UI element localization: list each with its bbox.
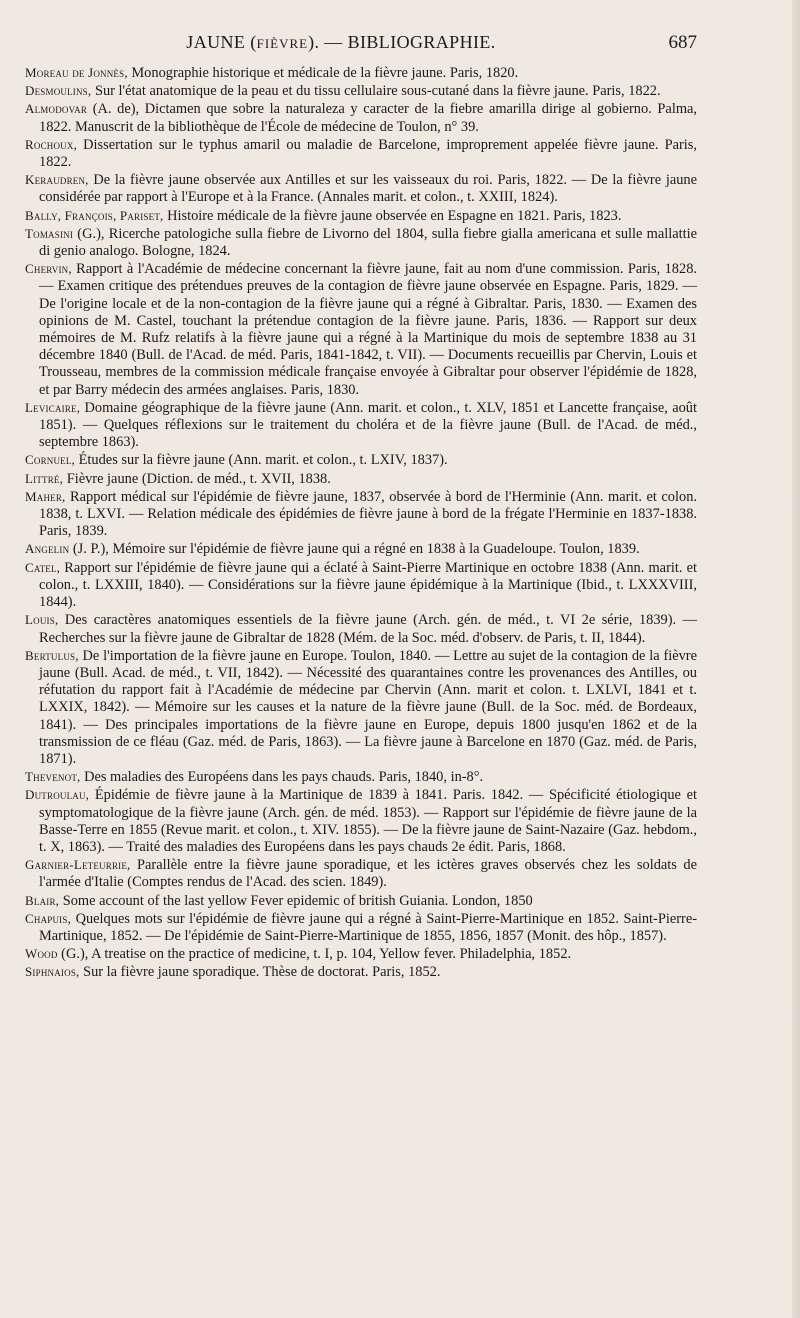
page-number: 687 <box>668 32 697 53</box>
entry-text: De l'importation de la fièvre jaune en Europe. Toulon, 1840. — Lettre au sujet de la contagion de la fièvre jaune (Bull. Acad. de méd., t. VII, 1842). — Nécessité des quarantaines contre les provenances des Antilles, ou réfutation du rapport fait à l'Académie de médecine par Chervin (Ann. marit et colon. t. LXLVI, 1841 et t. LXXIX, 1842). — Mémoire sur les causes et la nature de la fièvre jaune (Bull. de la Soc. méd. de Bordeaux, 1841). — Des principales importations de la fièvre jaune en Europe, depuis 1800 jusqu'en 1862 et de la transmission de ce fléau (Gaz. méd. de Paris, 1863). — La fièvre jaune à Barcelone en 1870 (Gaz. méd. de Paris, 1871). <box>39 647 697 767</box>
entry-text: Quelques mots sur l'épidémie de fièvre jaune qui a régné à Saint-Pierre-Martinique en 1852. Saint-Pierre-Martinique, 1852. — De l'épidémie de Saint-Pierre-Martinique de 1855, 1856, 1857 (Monit. des hôp., 1857). <box>39 910 697 944</box>
bibliography-entry <box>25 786 697 856</box>
entry-text: Some account of the last yellow Fever epidemic of british Guiania. London, 1850 <box>59 892 533 909</box>
entry-text: (G.), A treatise on the practice of medicine, t. I, p. 104, Yellow fever. Philadelphia, 1852. <box>57 946 572 963</box>
running-title <box>25 32 657 53</box>
bibliography-list <box>25 64 697 982</box>
entry-author: Thevenot, <box>25 769 81 785</box>
entry-text: Des caractères anatomiques essentiels de la fièvre jaune (Arch. gén. de méd., t. VI 2e série, 1839). — Recherches sur la fièvre jaune de Gibraltar de 1828 (Mém. de la Soc. méd. d'observ. de Paris, t. II, 1844). <box>39 612 697 646</box>
bibliography-entry <box>25 488 697 541</box>
entry-author: Catel, <box>25 559 61 575</box>
bibliography-entry <box>25 611 697 646</box>
entry-author: Louis, <box>25 612 59 628</box>
entry-author: Keraudren, <box>25 172 89 188</box>
entry-text: Parallèle entre la fièvre jaune sporadique, et les ictères graves observés chez les soldats de l'armée d'Italie (Comptes rendus de l'Acad. des scien. 1849). <box>39 857 697 891</box>
entry-author: Levicaire, <box>25 399 81 415</box>
entry-text: Des maladies des Européens dans les pays chauds. Paris, 1840, in-8°. <box>80 769 484 786</box>
entry-author: Wood <box>25 946 58 962</box>
entry-text: Rapport à l'Académie de médecine concernant la fièvre jaune, fait au nom d'une commission. Paris, 1828. — Examen critique des prétendues preuves de la contagion de fièvre jaune observée en Espagne. Paris, 1829. — De l'origine locale et de la non-contagion de la fièvre jaune qui a régné à Gibraltar. Paris, 1830. — Examen des opinions de M. Castel, touchant la prétendue contagion de la fièvre jaune. Paris, 1836. — Rapport sur deux mémoires de M. Rufz relatifs à la fièvre jaune qui a régné à la Martinique du mois de septembre 1838 au 31 décembre 1840 (Bull. de l'Acad. de méd. Paris, 1841-1842, t. VII). — Documents recueillis par Chervin, Louis et Trousseau, membres de la commission médicale française envoyée à Gibraltar pour observer l'épidémie de 1828, et par Barry médecin des armées anglaises. Paris, 1830. <box>39 261 697 398</box>
bibliography-entry <box>25 540 697 558</box>
entry-author: Almodovar <box>25 101 88 117</box>
bibliography-entry <box>25 945 697 963</box>
entry-author: Cornuel, <box>25 452 76 468</box>
bibliography-entry <box>25 136 697 171</box>
entry-text: Monographie historique et médicale de la fièvre jaune. Paris, 1820. <box>127 65 519 81</box>
entry-author: Chapuis, <box>25 910 72 926</box>
entry-author: Siphnaios, <box>25 964 80 980</box>
running-head <box>25 30 697 60</box>
entry-text: De la fièvre jaune observée aux Antilles et sur les vaisseaux du roi. Paris, 1822. — De la fièvre jaune considérée par rapport à l'Europe et à la France. (Annales marit. et colon., t. XXIII, 1824). <box>39 172 697 206</box>
bibliography-entry <box>25 399 697 452</box>
bibliography-entry <box>25 559 697 612</box>
bibliography-entry <box>25 910 697 945</box>
bibliography-entry <box>25 260 697 399</box>
bibliography-entry <box>25 64 697 82</box>
running-title-smallcaps: FIÈVRE <box>256 36 309 51</box>
entry-author: Moreau de Jonnès, <box>25 65 128 80</box>
entry-author: Dutroulau, <box>25 787 90 803</box>
bibliography-entry <box>25 963 697 981</box>
bibliography-entry <box>25 892 697 910</box>
entry-text: Histoire médicale de la fièvre jaune observée en Espagne en 1821. Paris, 1823. <box>163 207 622 224</box>
entry-author: Maher, <box>25 488 66 504</box>
entry-author: Garnier-Leteurrie, <box>25 857 131 873</box>
entry-author: Bertulus, <box>25 647 79 663</box>
entry-text: Domaine géographique de la fièvre jaune (Ann. marit. et colon., t. XLV, 1851 et Lancette française, août 1851). — Quelques réflexions sur le traitement du choléra et de la fièvre jaune (Bull. de l'Acad. de méd., septembre 1863). <box>39 399 697 451</box>
bibliography-entry <box>25 225 697 260</box>
entry-author: Desmoulins, <box>25 83 92 99</box>
entry-author: Bally, François, Pariset, <box>25 207 164 223</box>
entry-author: Chervin, <box>25 261 72 277</box>
bibliography-entry <box>25 647 697 768</box>
entry-text: Rapport sur l'épidémie de fièvre jaune qui a éclaté à Saint-Pierre Martinique en octobre 1838 (Ann. marit. et colon., t. LXXIII, 1840). — Considérations sur la fièvre jaune épidémique à la Martinique (Ibid., t. LXXXVIII, 1844). <box>39 559 697 611</box>
entry-text: Études sur la fièvre jaune (Ann. marit. et colon., t. LXIV, 1837). <box>75 452 448 469</box>
bibliography-entry <box>25 856 697 891</box>
bibliography-entry <box>25 451 697 469</box>
bibliography-entry <box>25 768 697 786</box>
entry-author: Tomasini <box>25 225 74 241</box>
bibliography-entry <box>25 82 697 100</box>
entry-author: Littré, <box>25 470 64 486</box>
entry-text: (G.), Ricerche patologiche sulla fiebre de Livorno del 1804, sulla fiebre gialla americana et sulle mallattie di genio analogo. Bologne, 1824. <box>39 225 697 260</box>
entry-text: Dissertation sur le typhus amaril ou maladie de Barcelone, improprement appelée fièvre jaune. Paris, 1822. <box>39 136 697 171</box>
entry-author: Angelin <box>25 541 70 557</box>
entry-text: Fièvre jaune (Diction. de méd., t. XVII, 1838. <box>63 470 331 487</box>
entry-text: Sur la fièvre jaune sporadique. Thèse de doctorat. Paris, 1852. <box>79 964 441 981</box>
entry-text: Épidémie de fièvre jaune à la Martinique de 1839 à 1841. Paris. 1842. — Spécificité étiologique et symptomatologique de la fièvre jaune (Arch. gén. de méd. 1853). — Rapport sur l'épidémie de fièvre jaune de la Basse-Terre en 1855 (Revue marit. et colon., t. XIV. 1855). — De la fièvre jaune de Saint-Nazaire (Gaz. hebdom., t. X, 1863). — Traité des maladies des Européens dans les pays chauds 2e édit. Paris, 1868. <box>39 787 697 855</box>
page-edge-shadow <box>792 0 800 1318</box>
bibliography-entry <box>25 100 697 135</box>
entry-text: (J. P.), Mémoire sur l'épidémie de fièvre jaune qui a régné en 1838 à la Guadeloupe. Toulon, 1839. <box>69 541 640 558</box>
running-title-main: JAUNE ( <box>186 32 257 52</box>
bibliography-entry <box>25 470 697 488</box>
entry-author: Rochoux, <box>25 136 78 152</box>
bibliography-entry <box>25 171 697 206</box>
entry-text: Sur l'état anatomique de la peau et du tissu cellulaire sous-cutané dans la fièvre jaune. Paris, 1822. <box>91 83 661 100</box>
entry-author: Blair, <box>25 892 60 908</box>
running-title-rest: ). — BIBLIOGRAPHIE. <box>308 32 496 52</box>
bibliography-entry <box>25 207 697 225</box>
entry-text: Rapport médical sur l'épidémie de fièvre jaune, 1837, observée à bord de l'Herminie (Ann. marit. et colon. 1838, t. LXVI. — Relation médicale des épidémies de fièvre jaune à bord de la frégate l'Herminie en 1837-1838. Paris, 1839. <box>39 488 697 540</box>
entry-text: (A. de), Dictamen que sobre la naturaleza y caracter de la fiebre amarilla dirige al gobierno. Palma, 1822. Manuscrit de la bibliothèque de l'École de médecine de Toulon, n° 39. <box>39 101 697 135</box>
